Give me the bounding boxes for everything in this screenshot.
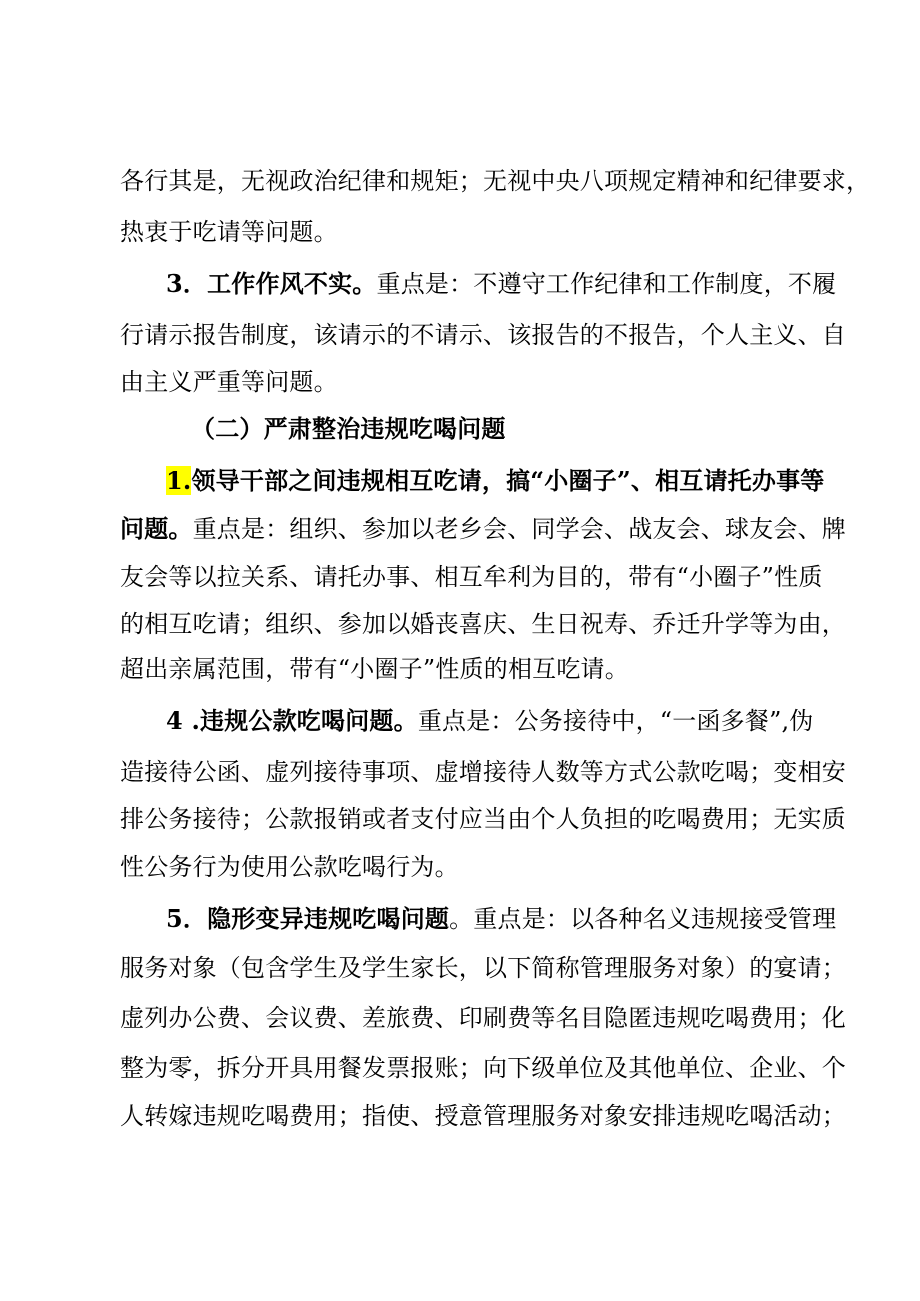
item-heading: 4 .违规公款吃喝问题。: [166, 706, 418, 735]
paragraph-5-line-2: [0, 950, 920, 986]
text-run: 重点是：不遵守工作纪律和工作制度，不履: [376, 270, 837, 298]
paragraph-4-line-2: [0, 754, 920, 790]
paragraph-5-line-1: [0, 901, 920, 937]
text-run: 造接待公函、虚列接待事项、虚增接待人数等方式公款吃喝；变相安: [120, 758, 846, 786]
paragraph-1-line-1: [0, 163, 920, 199]
paragraph-2-line-1: [0, 266, 920, 302]
paragraph-2-line-3: [0, 364, 920, 400]
text-run: 整为零，拆分开具用餐发票报账；向下级单位及其他单位、企业、个: [120, 1054, 846, 1082]
text-run: 行请示报告制度，该请示的不请示、该报告的不报告，个人主义、自: [120, 321, 846, 349]
text-run: 排公务接待；公款报销或者支付应当由个人负担的吃喝费用；无实质: [120, 805, 846, 833]
text-run: 服务对象（包含学生及学生家长，以下简称管理服务对象）的宴请；: [120, 954, 846, 982]
text-run: 超出亲属范围，带有“小圈子”性质的相互吃请。: [120, 655, 629, 683]
paragraph-4-line-4: [0, 849, 920, 885]
text-run: 虚列办公费、会议费、差旅费、印刷费等名目隐匿违规吃喝费用；化: [120, 1004, 846, 1032]
paragraph-4-line-1: [0, 703, 920, 739]
text-run: 由主义严重等问题。: [120, 368, 338, 396]
text-run: 。重点是：以各种名义违规接受管理: [449, 905, 837, 933]
paragraph-5-line-5: [0, 1098, 920, 1134]
item-number-highlighted: 1.: [166, 466, 192, 495]
text-run: 友会等以拉关系、请托办事、相互牟利为目的，带有“小圈子”性质: [120, 563, 823, 591]
text-run: 的相互吃请；组织、参加以婚丧喜庆、生日祝寿、乔迁升学等为由，: [120, 610, 846, 638]
item-heading-continued: 问题。: [120, 514, 193, 543]
section-heading-text: （二）严肃整治违规吃喝问题: [191, 414, 506, 443]
paragraph-5-line-3: [0, 1000, 920, 1036]
paragraph-4-line-3: [0, 801, 920, 837]
paragraph-2-line-2: [0, 317, 920, 353]
text-run: 重点是：公务接待中，“一函多餐”,伪: [417, 707, 814, 735]
item-heading: 领导干部之间违规相互吃请，搞“小圈子”、相互请托办事等: [191, 466, 825, 495]
paragraph-3-line-1: [0, 463, 920, 499]
text-run: 各行其是，无视政治纪律和规矩；无视中央八项规定精神和纪律要求，: [120, 167, 871, 195]
paragraph-5-line-4: [0, 1050, 920, 1086]
paragraph-3-line-4: [0, 606, 920, 642]
text-run: 性公务行为使用公款吃喝行为。: [120, 853, 459, 881]
paragraph-3-line-2: [0, 511, 920, 547]
section-heading: [0, 411, 920, 447]
text-run: 热衷于吃请等问题。: [120, 218, 338, 246]
text-run: 人转嫁违规吃喝费用；指使、授意管理服务对象安排违规吃喝活动；: [120, 1102, 846, 1130]
paragraph-3-line-5: [0, 651, 920, 687]
item-heading: 3．工作作风不实。: [166, 269, 377, 298]
item-heading: 5．隐形变异违规吃喝问题: [166, 904, 450, 933]
paragraph-1-line-2: [0, 214, 920, 250]
paragraph-3-line-3: [0, 559, 920, 595]
text-run: 重点是：组织、参加以老乡会、同学会、战友会、球友会、牌: [192, 515, 847, 543]
